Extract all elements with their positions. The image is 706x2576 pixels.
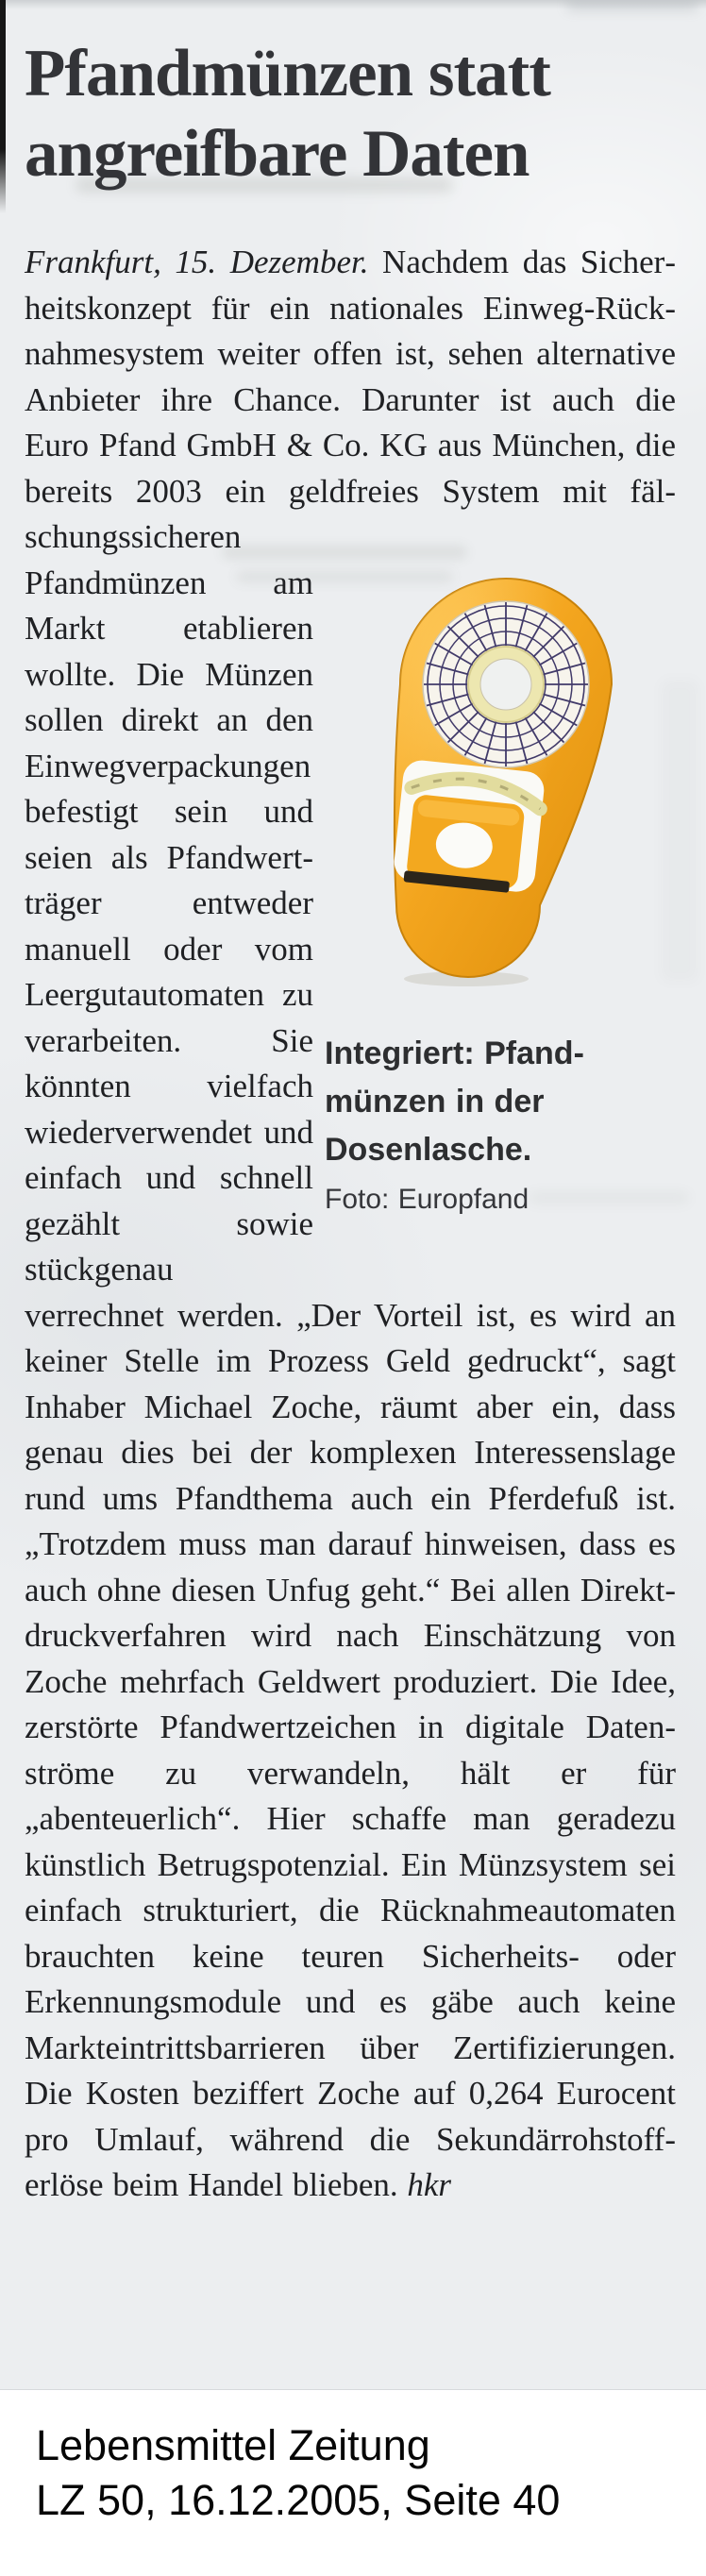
body-part1: Nachdem das Sicherheitskonzept für ein nationales Einweg-Rücknahmesystem weiter offen ist, sehen alternative Anbieter ihre Chance. Darunter ist auch die Euro Pfand GmbH & Co. KG aus München, die bereits 2003 ein geldfreies System mit — [25, 244, 676, 510]
finger-hole — [393, 759, 546, 896]
photo-credit: Foto: Europfand — [325, 1183, 530, 1215]
source-publication: Lebensmittel Zeitung — [36, 2421, 430, 2469]
photo-wrap — [325, 573, 676, 1002]
source-citation — [36, 2418, 560, 2528]
article-body — [25, 240, 676, 2209]
article-headline: Pfandmünzen statt angreifbare Daten — [25, 37, 550, 191]
body-part2: fälschungssicheren Pfandmünzen am Markt etablieren wollte. Die Münzen sollen direkt an den Einwegverpackungen befestigt sein und seien als Pfandwertträger entweder manuell oder vom Leergutautomaten zu verarbeiten. Sie könnten vielfach wiederverwendet und einfach und schnell gezählt sowie stückgenau verrechnet werden. „Der Vorteil ist, es wird an keiner Stelle im Prozess Geld gedruckt“, sagt Inhaber Michael Zoche, räumt aber ein, dass genau dies bei der komplexen Interessenslage rund ums Pfandthema auch ein Pferdefuß ist. „Trotzdem muss man darauf hinweisen, dass es auch ohne diesen Unfug geht.“ Bei allen Direktdruckverfahren wird nach Einschätzung von Zoche mehrfach Geldwert produziert. Die Idee, zerstörte Pfandwertzeichen in digitale Datenströme zu verwandeln, hält er für „abenteuerlich“. Hier schaffe man geradezu künstlich Betrugspotenzial. Ein Münzsystem sei einfach strukturiert, die Rücknahmeautomaten brauchten keine teuren Sicherheits- oder Erkennungsmodule und es gäbe auch keine Markteintrittsbarrieren über Zertifizierungen. Die Kosten beziffert Zoche auf 0,264 Eurocent pro Umlauf, während die Sekundärrohstofferlöse beim Handel blieben. — [25, 472, 676, 2203]
coin-center-hole — [480, 659, 531, 710]
dateline: Frankfurt, 15. Dezember. — [25, 244, 369, 280]
deposit-coin — [423, 601, 589, 767]
photo-caption: Integriert: Pfandmünzen in der Dosenlasche. — [325, 1035, 584, 1168]
author-signature: hkr — [407, 2166, 452, 2203]
article-figure — [325, 518, 676, 1253]
pull-tab-photo — [345, 573, 657, 988]
source-issue: LZ 50, 16.12.2005, Seite 40 — [36, 2476, 561, 2524]
